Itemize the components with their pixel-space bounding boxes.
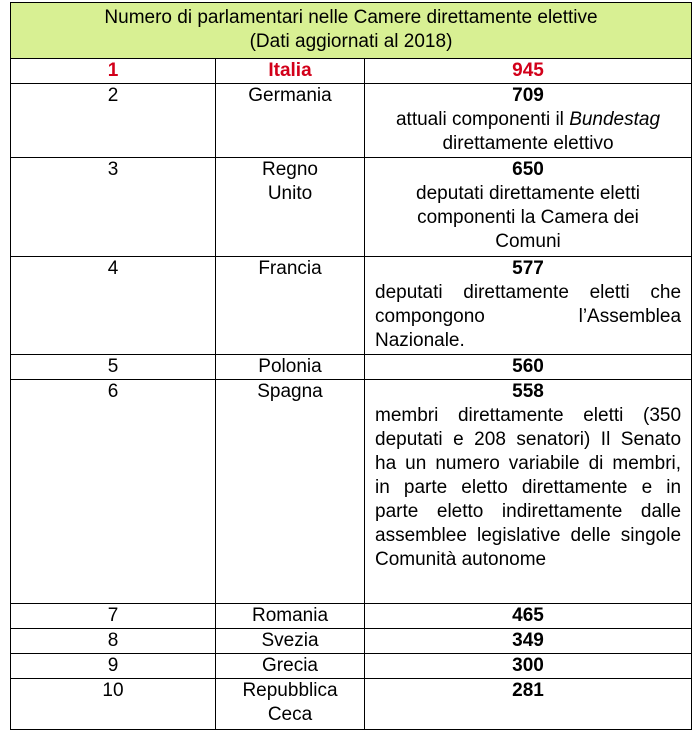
table-title bbox=[11, 3, 692, 59]
country-cell: Francia bbox=[216, 257, 365, 355]
country-cell: Germania bbox=[216, 84, 365, 158]
value-cell bbox=[365, 679, 692, 730]
rank-cell: 8 bbox=[11, 629, 216, 654]
country-cell bbox=[216, 158, 365, 257]
value-cell bbox=[365, 355, 692, 380]
value-cell bbox=[365, 84, 692, 158]
deputies-count: 558 bbox=[512, 381, 544, 402]
rank-cell: 9 bbox=[11, 654, 216, 679]
country-name-line: Ceca bbox=[267, 704, 313, 725]
rank-cell: 10 bbox=[11, 679, 216, 730]
rank-cell: 4 bbox=[11, 257, 216, 355]
rank-cell: 7 bbox=[11, 604, 216, 629]
value-note: membri direttamente eletti (350 deputati e 208 senatori) Il Senato ha un numero variabile di membri, in parte eletto direttamente e in parte eletto indirettamente dalle assemblee legislative delle singole Comunità autonome bbox=[375, 405, 682, 570]
country-name-line: Repubblica bbox=[242, 680, 338, 701]
table-row bbox=[11, 629, 692, 654]
table-title-main: Numero di parlamentari nelle Camere direttamente elettive bbox=[104, 7, 598, 28]
deputies-count: 577 bbox=[512, 258, 544, 279]
value-cell bbox=[365, 629, 692, 654]
value-cell bbox=[365, 257, 692, 355]
table-title-row bbox=[11, 3, 692, 59]
value-note bbox=[371, 108, 685, 156]
rank-cell: 2 bbox=[11, 84, 216, 158]
value-note: deputati direttamente eletti che compongono l’Assemblea Nazionale. bbox=[375, 282, 682, 351]
value-cell bbox=[365, 654, 692, 679]
table-row bbox=[11, 679, 692, 730]
rank-cell: 3 bbox=[11, 158, 216, 257]
table-row bbox=[11, 654, 692, 679]
country-cell: Italia bbox=[216, 59, 365, 84]
country-cell: Polonia bbox=[216, 355, 365, 380]
table-row bbox=[11, 158, 692, 257]
table-title-date: (Dati aggiornati al 2018) bbox=[249, 31, 453, 52]
table-row bbox=[11, 84, 692, 158]
deputies-count: 281 bbox=[512, 680, 544, 701]
table-row bbox=[11, 59, 692, 84]
country-cell: Spagna bbox=[216, 380, 365, 604]
value-cell bbox=[365, 604, 692, 629]
value-note: deputati direttamente eletti componenti la Camera dei Comuni bbox=[416, 183, 640, 252]
deputies-count: 349 bbox=[512, 630, 544, 651]
value-note-text: attuali componenti il bbox=[395, 109, 570, 130]
country-cell: Romania bbox=[216, 604, 365, 629]
deputies-count: 300 bbox=[512, 655, 544, 676]
rank-cell: 1 bbox=[11, 59, 216, 84]
rank-cell: 5 bbox=[11, 355, 216, 380]
deputies-count: 465 bbox=[512, 605, 544, 626]
value-cell bbox=[365, 158, 692, 257]
value-cell bbox=[365, 380, 692, 604]
country-cell bbox=[216, 679, 365, 730]
table-row bbox=[11, 257, 692, 355]
table-row bbox=[11, 604, 692, 629]
deputies-count: 560 bbox=[512, 356, 544, 377]
country-name-line: Unito bbox=[267, 183, 313, 204]
table-row bbox=[11, 380, 692, 604]
country-cell: Svezia bbox=[216, 629, 365, 654]
table-row bbox=[11, 355, 692, 380]
country-cell: Grecia bbox=[216, 654, 365, 679]
value-note-text: direttamente elettivo bbox=[442, 133, 614, 154]
country-name-line: Regno bbox=[262, 159, 318, 180]
rank-cell: 6 bbox=[11, 380, 216, 604]
deputies-count: 945 bbox=[512, 60, 544, 81]
value-note-emphasis: Bundestag bbox=[569, 109, 661, 130]
value-cell bbox=[365, 59, 692, 84]
parliament-table bbox=[10, 2, 692, 730]
deputies-count: 650 bbox=[512, 159, 544, 180]
deputies-count: 709 bbox=[512, 85, 544, 106]
